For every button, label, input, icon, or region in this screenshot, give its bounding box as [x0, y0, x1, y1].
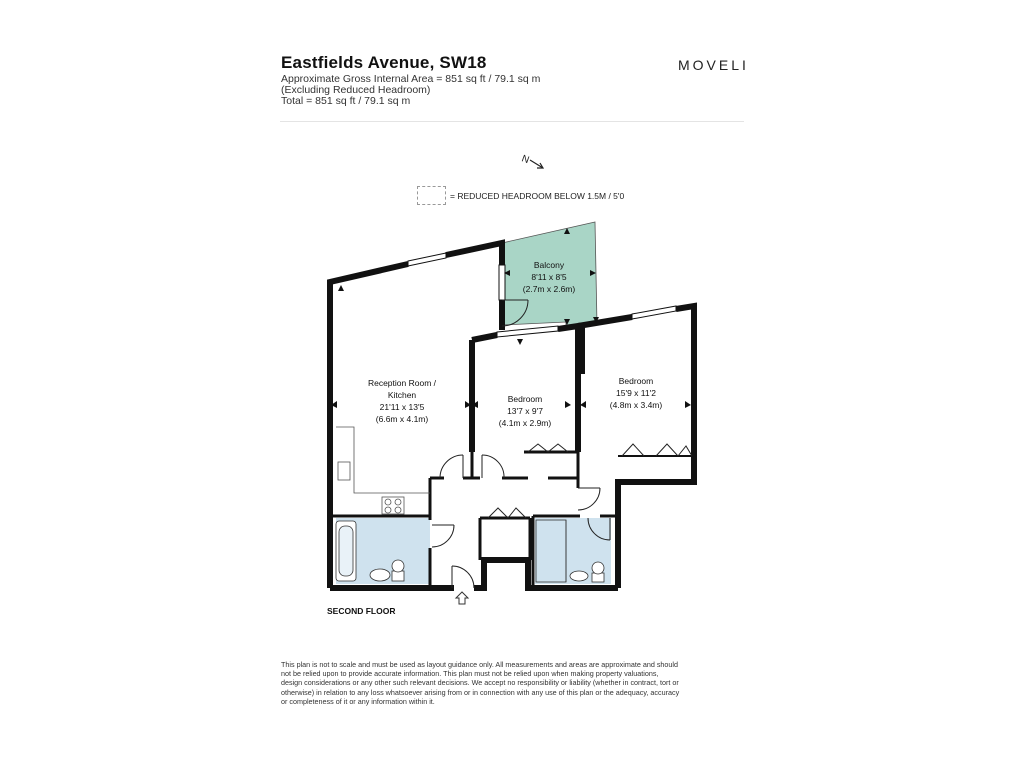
- north-compass-icon: [520, 153, 543, 168]
- bedroom-middle-name: Bedroom: [507, 394, 543, 404]
- reception-imperial: 21'11 x 13'5: [379, 402, 425, 412]
- room-label-reception: [368, 378, 437, 424]
- room-label-bedroom-middle: [499, 394, 552, 428]
- property-title: Eastfields Avenue, SW18: [281, 53, 487, 72]
- entrance-arrow-icon: [456, 592, 468, 604]
- disclaimer-text: This plan is not to scale and must be used as layout guidance only. All measurements and areas are approximate and should not be relied upon to provide accurate information. This plan must not be relied upon when making property valuations, design considerations or any other such relevant decisions. We accept no responsibility or liability (whether in contract, tort or otherwise) in relation to any loss whatsoever arising from or in connection with any use of this plan or the adequacy, accuracy or completeness of it or any information within it.: [281, 660, 680, 706]
- balcony-metric: (2.7m x 2.6m): [522, 284, 576, 294]
- balcony-name: Balcony: [533, 260, 565, 270]
- balcony-imperial: 8'11 x 8'5: [531, 272, 567, 282]
- excluding-note: (Excluding Reduced Headroom): [281, 84, 431, 96]
- bedroom-right-metric: (4.8m x 3.4m): [609, 400, 663, 410]
- reception-metric: (6.6m x 4.1m): [375, 414, 429, 424]
- total-area-text: Total = 851 sq ft / 79.1 sq m: [281, 95, 411, 107]
- reception-name-2: Kitchen: [387, 390, 417, 400]
- bedroom-right-imperial: 15'9 x 11'2: [616, 388, 656, 398]
- bedroom-middle-metric: (4.1m x 2.9m): [498, 418, 552, 428]
- compass-label: N: [519, 153, 531, 167]
- bedroom-right-name: Bedroom: [618, 376, 654, 386]
- kitchen-fixtures: [336, 427, 430, 514]
- structural-column: [575, 324, 585, 374]
- bedroom-middle-imperial: 13'7 x 9'7: [507, 406, 543, 416]
- reduced-headroom-legend: = REDUCED HEADROOM BELOW 1.5M / 5'0: [450, 191, 625, 201]
- floor-label: SECOND FLOOR: [327, 606, 396, 616]
- gross-area-text: Approximate Gross Internal Area = 851 sq ft / 79.1 sq m: [281, 73, 541, 85]
- room-label-bedroom-right: [610, 376, 663, 410]
- reception-name: Reception Room /: [367, 378, 437, 388]
- brand-logo: MOVELI: [678, 57, 749, 73]
